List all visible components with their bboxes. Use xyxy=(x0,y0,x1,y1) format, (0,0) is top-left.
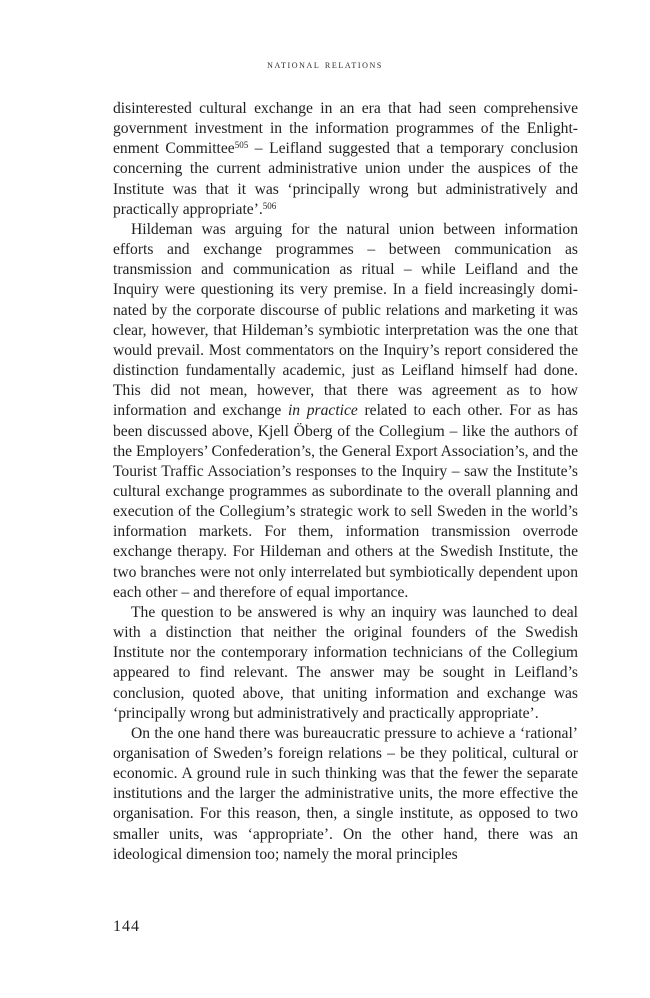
footnote-ref-506[interactable]: 506 xyxy=(262,200,277,211)
paragraph-1 xyxy=(113,99,578,220)
paragraph-2-text-a: Hildeman was arguing for the natural union between information efforts and exchange programmes – between communication as transmission and communication as ritual – while Leifland and the Inquiry were questioning its very premise. In a field increasingly dominated by the corporate discourse of public relations and marketing it was clear, however, that Hildeman’s symbiotic interpretation was the one that would prevail. Most commentators on the Inquiry’s report considered the distinction fundamentally academic, just as Leifland himself had done. This did not mean, however, that there was agreement as to how information and exchange xyxy=(113,220,578,420)
body-text xyxy=(113,99,578,865)
paragraph-4: On the one hand there was bureaucratic pressure to achieve a ‘rational’ organisation of Sweden’s foreign relations – be they political, cultural or economic. A ground rule in such thinking was that the fewer the separate institutions and the larger the administrative units, the more effective the organisation. For this reason, then, a single institute, as opposed to two smaller units, was ‘appropriate’. On the other hand, there was an ideological dimension too; namely the moral principles xyxy=(113,724,578,863)
page-number: 144 xyxy=(113,918,140,935)
paragraph-1-text-a: disinterested cultural exchange in an era that had seen comprehensive government investment in the information programmes of the Enlightenment Committee xyxy=(113,100,578,158)
paragraph-1-text-b: – Leifland suggested that a temporary conclusion concerning the current administrative union under the auspices of the Institute was that it was ‘principally wrong but administratively and practically appropriate’. xyxy=(113,140,578,218)
paragraph-3: The question to be answered is why an inquiry was launched to deal with a distinction that neither the original founders of the Swedish Institute nor the contemporary information technicians of the Collegium appeared to find relevant. The answer may be sought in Leifland’s conclusion, quoted above, that uniting information and exchange was ‘principally wrong but administratively and practically appropriate’. xyxy=(113,603,578,722)
paragraph-2-text-b: related to each other. For as has been discussed above, Kjell Öberg of the Collegium – like the authors of the Employers’ Confederation’s, the General Export Association’s, and the Tourist Traffic Association’s responses to the Inquiry – saw the Institute’s cultural exchange programmes as subordinate to the overall planning and execution of the Collegium’s strategic work to sell Sweden in the world’s information markets. For them, information transmission overrode exchange therapy. For Hildeman and others at the Swedish Institute, the two branches were not only interrelated but symbiotically dependent upon each other – and therefore of equal importance. xyxy=(113,402,578,601)
footnote-ref-505[interactable]: 505 xyxy=(234,140,249,151)
paragraph-2 xyxy=(113,220,578,603)
running-head: national relations xyxy=(267,57,383,71)
paragraph-2-italic: in practice xyxy=(287,402,358,420)
